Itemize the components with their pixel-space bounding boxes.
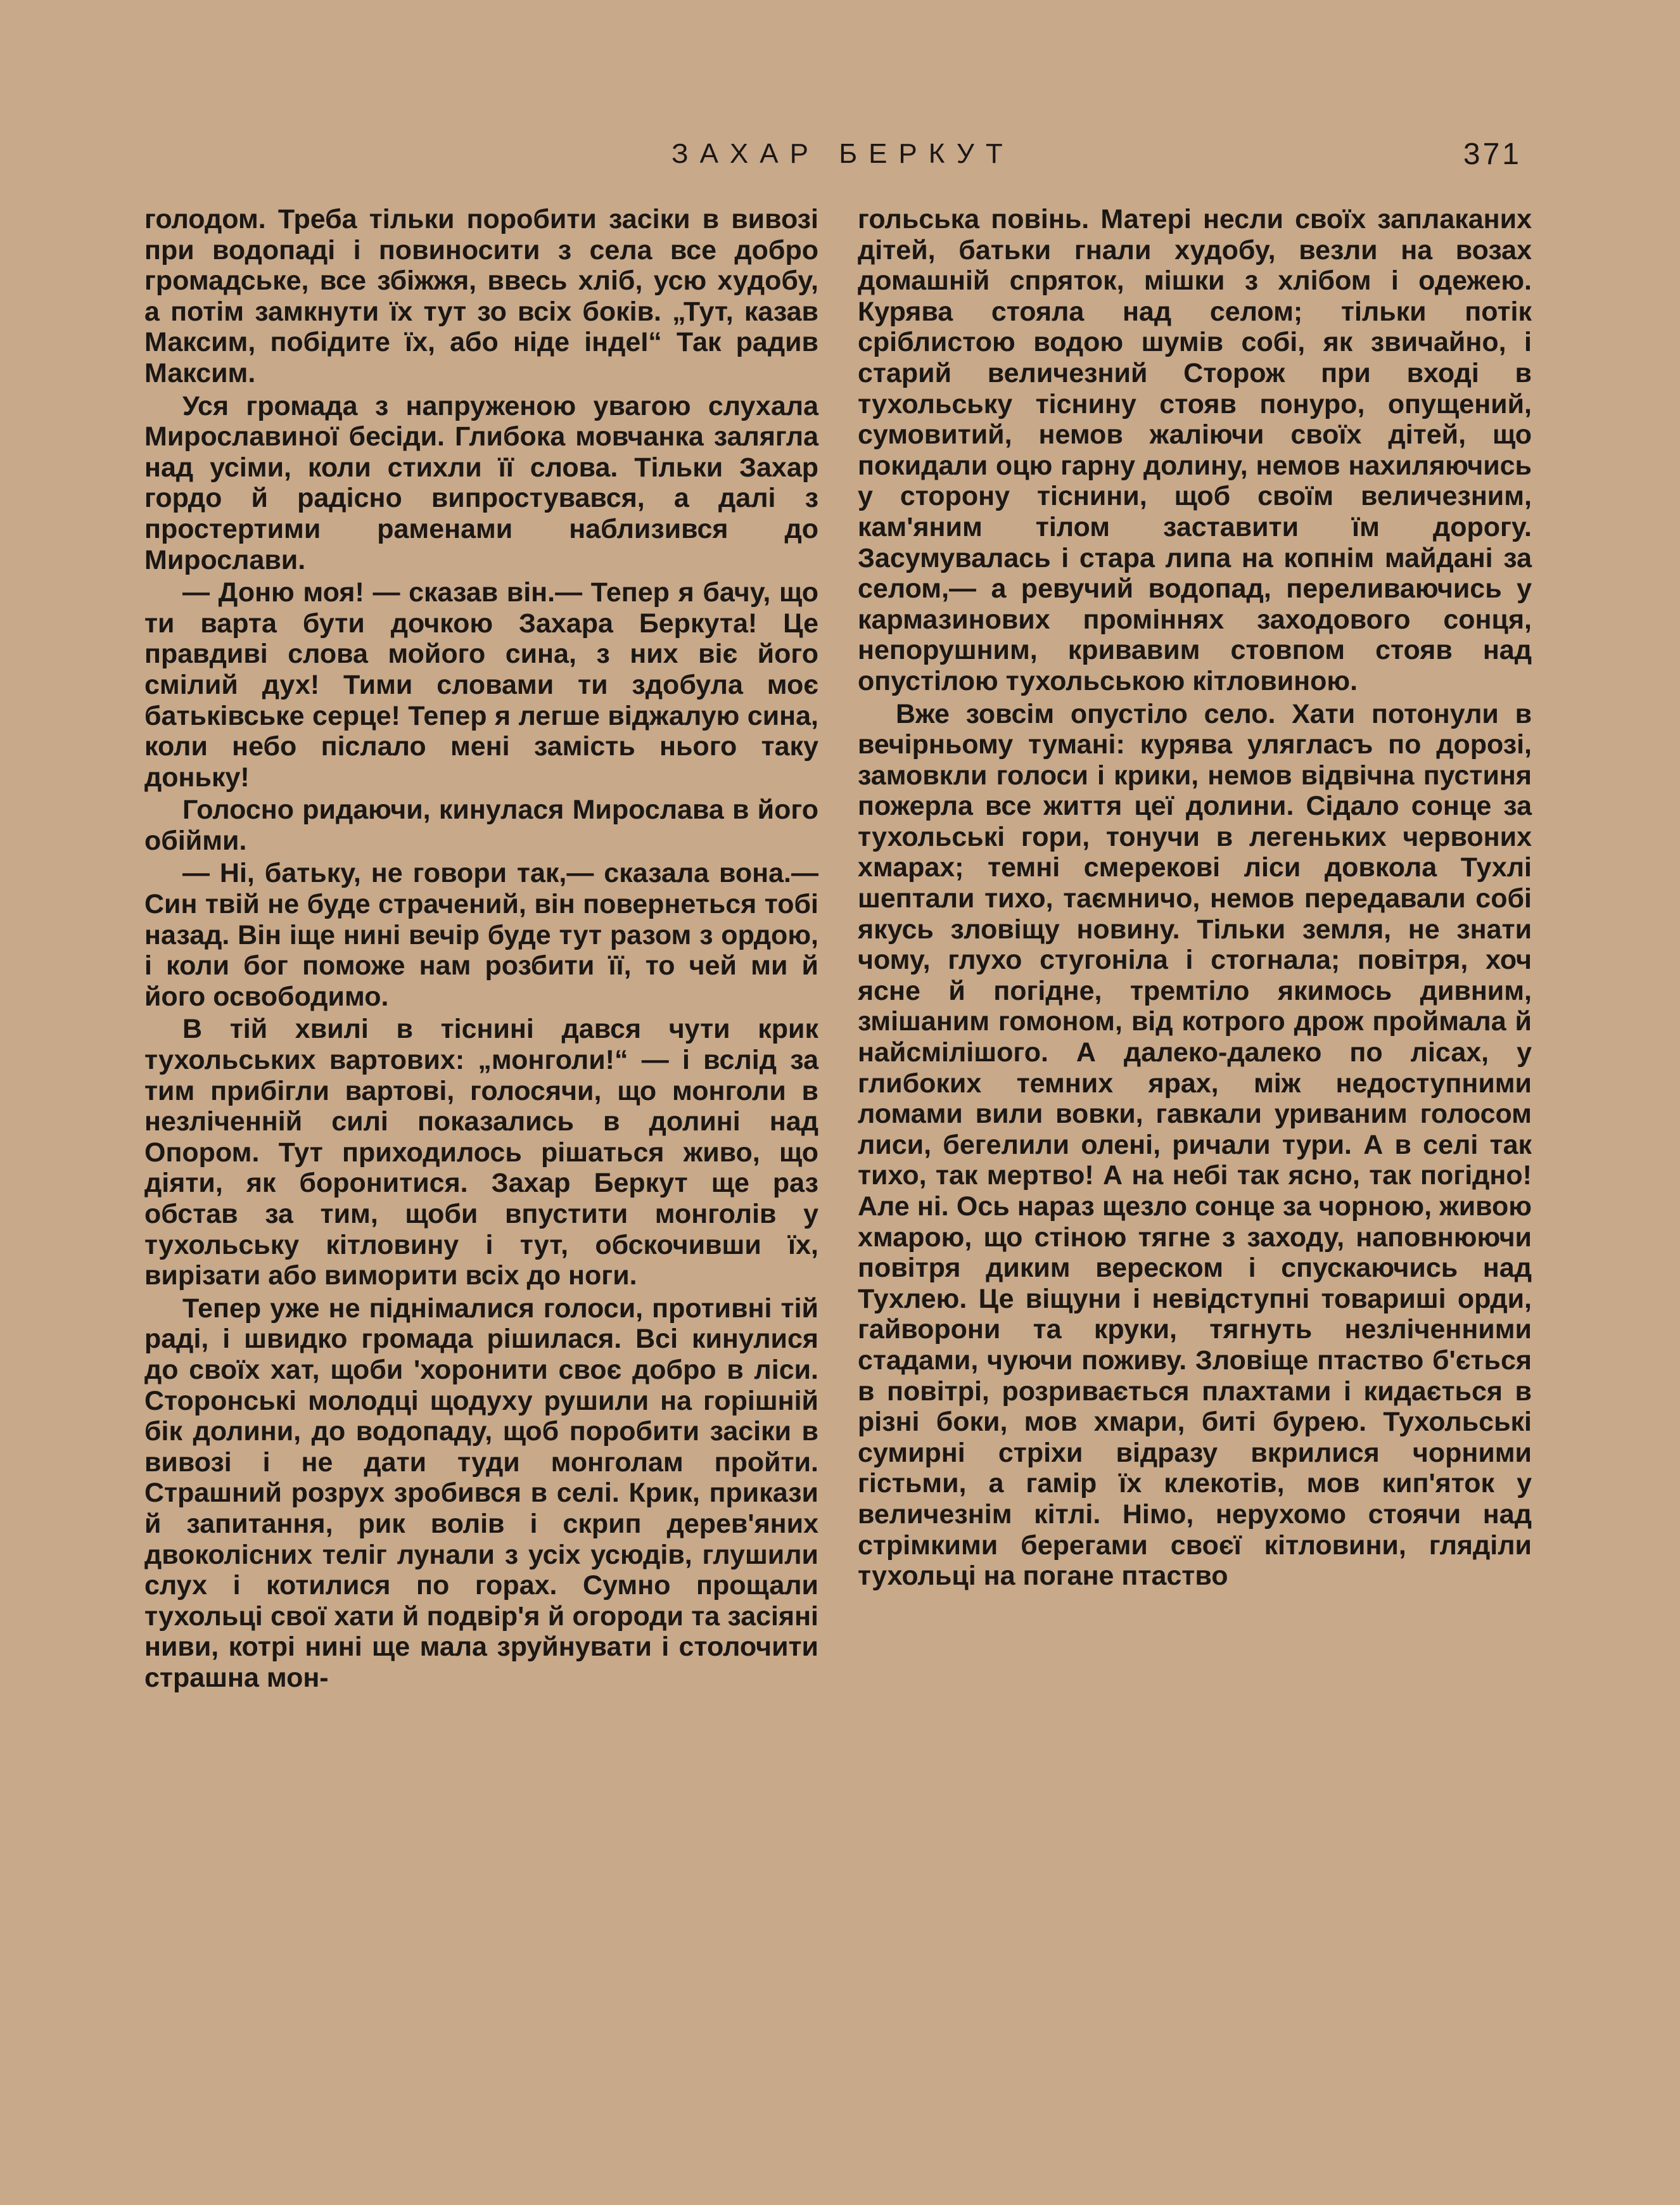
running-title: ЗАХАР БЕРКУТ [671,138,1014,169]
paragraph: В тій хвилі в тіснині дався чути крик тухольських вартових: „монголи!“ — і вслід за тим прибігли вартові, голосячи, що монголи в незліченній силі показались в долині над Опором. Тут приходилось рішаться живо, що діяти, як боронитися. Захар Беркут ще раз обстав за тим, щоби впустити монголів у тухольську кітловину і тут, обскочивши їх, вирізати або виморити всіх до ноги. [144,1014,818,1291]
paragraph: голодом. Треба тільки поробити засіки в вивозі при водопаді і повиносити з села все добро громадське, все збіжжя, ввесь хліб, усю худобу, а потім замкнути їх тут зо всіх боків. „Тут, казав Максим, побідите їх, або ніде індеІ“ Так радив Максим. [144,204,818,388]
paragraph: Вже зовсім опустіло село. Хати потонули в вечірньому тумані: курява улягласъ по дорозі, замовкли голоси і крики, немов відвічна пустиня пожерла все життя цеї долини. Сідало сонце за тухольські гори, тонучи в легеньких червоних хмарах; темні смерекові ліси довкола Тухлі шептали тихо, таємничо, немов передавали собі якусь зловіщу новину. Тільки земля, не знати чому, глухо стугоніла і стогнала; повітря, хоч ясне й погідне, тремтіло якимось дивним, змішаним гомоном, від котрого дрож проймала й найсмілішого. А далеко-далеко по лісах, у глибоких темних ярах, між недоступними ломами вили вовки, гавкали уриваним голосом лиси, бегелили олені, ричали тури. А в селі так тихо, так мертво! А на небі так ясно, так погідно! Але ні. Ось нараз щезло сонце за чорною, живою хмарою, що стіною тягне з заходу, наповнюючи повітря диким вереском і спускаючись над Тухлею. Це віщуни і невідступні товариші орди, гайворони та круки, тягнуть незліченними стадами, чуючи поживу. Зловіще птаство б'ється в повітрі, розривається плахтами і кидається в різні боки, мов хмари, биті бурею. Тухольські сумирні стріхи відразу вкрилися чорними гістьми, а гамір їх клекотів, мов кип'яток у величезнім кітлі. Німо, нерухомо стоячи над стрімкими берегами своєї кітловини, гляділи тухольці на погане птаство [858,698,1532,1592]
paragraph: Уся громада з напруженою увагою слухала Мирославиної бесіди. Глибока мовчанка залягла над усіми, коли стихли її слова. Тільки Захар гордо й радісно випростувався, а далі з простертими раменами наблизився до Мирослави. [144,390,818,575]
page-number: 371 [1463,137,1522,171]
paragraph: Тепер уже не піднімалися голоси, противні тій раді, і швидко громада рішилася. Всі кинулися до своїх хат, щоби 'хоронити своє добро в ліси. Сторонські молодці щодуху рушили на горішній бік долини, до водопаду, щоб поробити засіки в вивозі і не дати туди монголам пройти. Страшний розрух зробився в селі. Крик, прикази й запитання, рик волів і скрип дерев'яних двоколісних теліг лунали з усіх усюдів, глушили слух і котилися по горах. Сумно прощали тухольці свої хати й подвір'я й огороди та засіяні ниви, котрі нині ще мала зруйнувати і столочити страшна мон- [144,1293,818,1693]
left-column [144,204,818,1694]
paragraph: гольська повінь. Матері несли своїх заплаканих дітей, батьки гнали худобу, везли на возах домашній спряток, мішки з хлібом і одежею. Курява стояла над селом; тільки потік сріблистою водою шумів собі, як звичайно, і старий величезний Сторож при вході в тухольську тіснину стояв понуро, опущений, сумовитий, немов жаліючи своїх дітей, що покидали оцю гарну долину, немов нахиляючись у сторону тіснини, щоб своїм величезним, кам'яним тілом заставити їм дорогу. Засумувалась і стара липа на копнім майдані за селом,— а ревучий водопад, переливаючись у кармазинових проміннях заходового сонця, непорушним, кривавим стовпом стояв над опустілою тухольською кітловиною. [858,204,1532,696]
paragraph: Голосно ридаючи, кинулася Мирослава в його обійми. [144,795,818,856]
paragraph: — Доню моя! — сказав він.— Тепер я бачу, що ти варта бути дочкою Захара Беркута! Це правдиві слова мойого сина, з них віє його смілий дух! Тими словами ти здобула моє батьківське серце! Тепер я легше віджалую сина, коли небо післало мені замість нього таку доньку! [144,577,818,793]
paragraph: — Ні, батьку, не говори так,— сказала вона.— Син твій не буде страчений, він повернеться тобі назад. Він іще нині вечір буде тут разом з ордою, і коли бог поможе нам розбити її, то чей ми й його освободимо. [144,858,818,1012]
right-column [858,204,1532,1592]
